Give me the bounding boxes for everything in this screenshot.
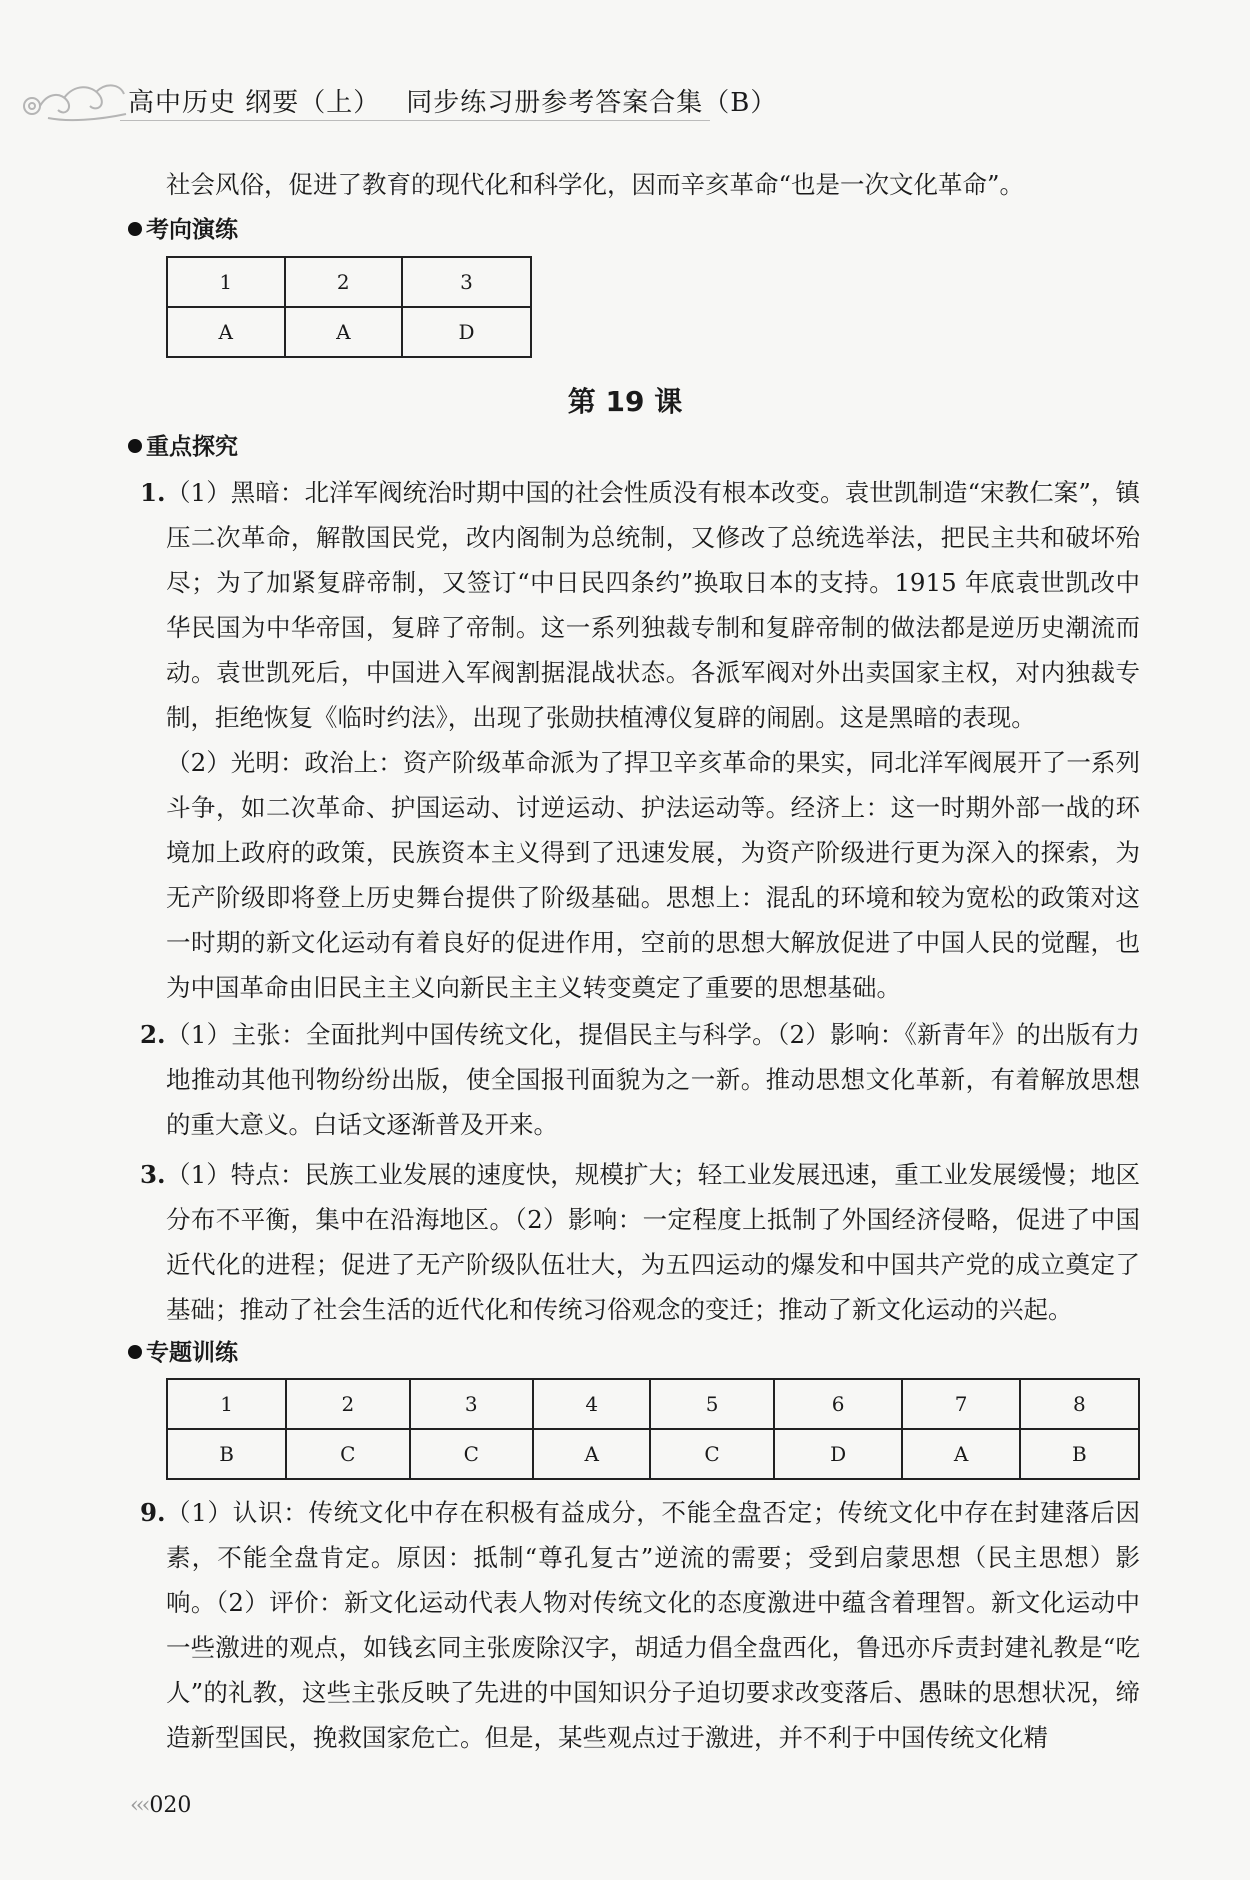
question-item-1 (140, 470, 1140, 1010)
table-cell: D (774, 1429, 903, 1479)
table-row-numbers (167, 257, 531, 307)
table-cell: 1 (167, 1379, 286, 1429)
section-title: 考向演练 (146, 217, 238, 243)
question-item-9 (140, 1490, 1140, 1760)
answer-table-large (166, 1378, 1140, 1480)
table-cell: A (285, 307, 403, 357)
question-answer: （1）特点：民族工业发展的速度快，规模扩大；轻工业发展迅速，重工业发展缓慢；地区分布不平衡，集中在沿海地区。（2）影响：一定程度上抵制了外国经济侵略，促进了中国近代化的进程；促进了无产阶级队伍壮大，为五四运动的爆发和中国共产党的成立奠定了基础；推动了社会生活的近代化和传统习俗观念的变迁；推动了新文化运动的兴起。 (166, 1160, 1140, 1324)
header-title (128, 82, 777, 119)
section-heading-kaoxiang (128, 215, 238, 245)
question-item-3 (140, 1152, 1140, 1332)
question-number: 1. (140, 478, 166, 507)
page-number: 020 (149, 1793, 192, 1818)
section-heading-zhongdian (128, 432, 238, 462)
table-cell: C (410, 1429, 533, 1479)
table-cell: 6 (774, 1379, 903, 1429)
question-answer: （1）黑暗：北洋军阀统治时期中国的社会性质没有根本改变。袁世凯制造“宋教仁案”，镇压二次革命，解散国民党，改内阁制为总统制，又修改了总统选举法，把民主共和破坏殆尽；为了加紧复辟帝制，又签订“中日民四条约”换取日本的支持。1915 年底袁世凯改中华民国为中华帝国，复辟了帝制。这一系列独裁专制和复辟帝制的做法都是逆历史潮流而动。袁世凯死后，中国进入军阀割据混战状态。各派军阀对外出卖国家主权，对内独裁专制，拒绝恢复《临时约法》，出现了张勋扶植溥仪复辟的闹剧。这是黑暗的表现。 (166, 478, 1140, 732)
table-cell: 5 (650, 1379, 773, 1429)
table-cell: 7 (902, 1379, 1019, 1429)
question-answer: （1）主张：全面批判中国传统文化，提倡民主与科学。（2）影响：《新青年》的出版有力地推动其他刊物纷纷出版，使全国报刊面貌为之一新。推动思想文化革新，有着解放思想的重大意义。白话文逐渐普及开来。 (166, 1020, 1140, 1139)
table-cell: A (167, 307, 285, 357)
table-row-answers (167, 1429, 1139, 1479)
table-cell: A (533, 1429, 650, 1479)
question-number: 2. (140, 1020, 166, 1049)
table-cell: A (902, 1429, 1019, 1479)
table-cell: 2 (285, 257, 403, 307)
intro-paragraph: 社会风俗，促进了教育的现代化和科学化，因而辛亥革命“也是一次文化革命”。 (166, 170, 1025, 199)
table-row-numbers (167, 1379, 1139, 1429)
table-cell: B (167, 1429, 286, 1479)
question-number: 9. (140, 1498, 166, 1527)
page-footer (130, 1793, 191, 1818)
table-cell: B (1020, 1429, 1139, 1479)
table-cell: C (286, 1429, 409, 1479)
table-row-answers (167, 307, 531, 357)
header-divider (120, 120, 710, 121)
book-title: 高中历史 纲要（上） (128, 88, 381, 118)
bullet-icon (128, 439, 142, 453)
lesson-title: 第 19 课 (567, 385, 683, 418)
table-cell: C (650, 1429, 773, 1479)
cloud-ornament-icon (18, 74, 128, 128)
question-item-2 (140, 1012, 1140, 1147)
table-cell: 2 (286, 1379, 409, 1429)
table-cell: 1 (167, 257, 285, 307)
table-cell: 4 (533, 1379, 650, 1429)
book-subtitle: 同步练习册参考答案合集（B） (406, 88, 778, 118)
bullet-icon (128, 1345, 142, 1359)
bullet-icon (128, 222, 142, 236)
table-cell: 3 (410, 1379, 533, 1429)
section-heading-zhuanti (128, 1338, 238, 1368)
section-title: 专题训练 (146, 1340, 238, 1366)
table-cell: 3 (402, 257, 531, 307)
table-cell: D (402, 307, 531, 357)
answer-table-small (166, 256, 532, 358)
question-number: 3. (140, 1160, 166, 1189)
running-header (0, 70, 1250, 130)
table-cell: 8 (1020, 1379, 1139, 1429)
question-answer: （1）认识：传统文化中存在积极有益成分，不能全盘否定；传统文化中存在封建落后因素，不能全盘肯定。原因：抵制“尊孔复古”逆流的需要；受到启蒙思想（民主思想）影响。（2）评价：新文化运动代表人物对传统文化的态度激进中蕴含着理智。新文化运动中一些激进的观点，如钱玄同主张废除汉字，胡适力倡全盘西化，鲁迅亦斥责封建礼教是“吃人”的礼教，这些主张反映了先进的中国知识分子迫切要求改变落后、愚昧的思想状况，缔造新型国民，挽救国家危亡。但是，某些观点过于激进，并不利于中国传统文化精 (166, 1498, 1140, 1752)
section-title: 重点探究 (146, 434, 238, 460)
question-answer-part2: （2）光明：政治上：资产阶级革命派为了捍卫辛亥革命的果实，同北洋军阀展开了一系列斗争，如二次革命、护国运动、讨逆运动、护法运动等。经济上：这一时期外部一战的环境加上政府的政策，民族资本主义得到了迅速发展，为资产阶级进行更为深入的探索，为无产阶级即将登上历史舞台提供了阶级基础。思想上：混乱的环境和较为宽松的政策对这一时期的新文化运动有着良好的促进作用，空前的思想大解放促进了中国人民的觉醒，也为中国革命由旧民主主义向新民主主义转变奠定了重要的思想基础。 (166, 748, 1140, 1002)
double-chevron-left-icon: ‹‹‹ (130, 1793, 148, 1818)
